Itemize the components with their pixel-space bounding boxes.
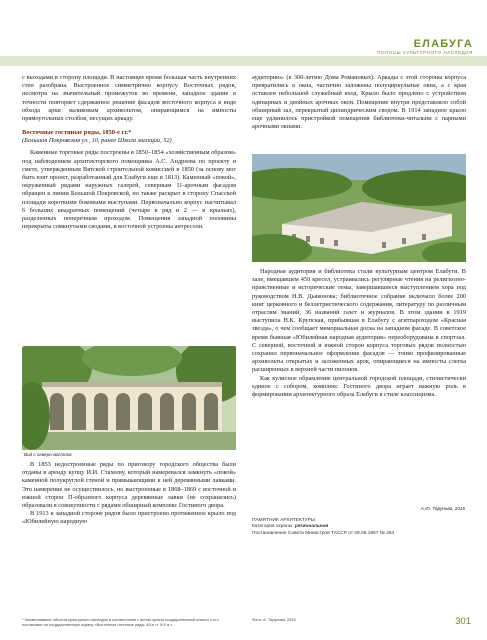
section-subheading: (Большая Покровская ул., 10, ранее Школа милиции, 52) xyxy=(22,137,172,145)
monument-info xyxy=(252,518,394,537)
photo-caption: Вид с северо-востока xyxy=(24,452,72,457)
author-signature: А.Ю. Тарунова, 2015 xyxy=(420,506,465,511)
protection-category-value: региональная xyxy=(294,524,329,530)
left-column-bottom xyxy=(22,461,236,527)
monument-type: ПАМЯТНИК АРХИТЕКТУРЫ xyxy=(252,518,316,523)
page-number: 301 xyxy=(455,616,471,627)
running-subtitle: ПОЛОСЫ КУЛЬТУРНОГО НАСЛЕДИЯ xyxy=(377,50,473,55)
left-column-top xyxy=(22,74,236,231)
paragraph: В 1913 к западной стороне рядов было пристроено протяженное крыло под «Юбилейную народную xyxy=(22,510,236,526)
running-title: ЕЛАБУГА xyxy=(413,38,473,50)
photo-credit: Фото: А. Тарунова, 2015 xyxy=(252,617,296,622)
paragraph: с выходами в сторону площади. В настоящее время большая часть внутренних стен разобрана. Выстроенное симметрично корпусу Восточных рядов, несмотря на значительный промежуток во времени, западное здание в точности повторяет сдержанное решение фасадов восточного корпуса в виде обхода арки валиковым архивольтом, опирающимся на импосты прямоугольных столбов, несущих аркаду. xyxy=(22,74,236,123)
footnote-text: Наименование объекта культурного наследия в соответствии с актом органа государственной власти о его постановке на государственную охрану «Восточные гостиные ряды, 40-е гг. XIX в.». xyxy=(22,617,219,627)
right-column-top xyxy=(252,74,466,131)
paragraph: В 1853 недостроенные ряды по приговору городского общества были отданы в аренду купцу И.И. Стахееву, который намеревался замкнуть «покой» каменной полукруглой стеной и прямыкающими к ней деревянными лавками. Это намерение не осуществилось, но выстроенные в 1868–1869 с восточной и южной сторон П-образного корпуса деревянные лавки (не сохранились) образовали в совокупности с рядами обширный комплекс Гостиного двора. xyxy=(22,461,236,510)
photo-aerial-view xyxy=(252,154,466,262)
paragraph: аудиторию» (в 300-летию Дома Романовых). Аркады с этой стороны корпуса превратились в окна, частично заложены полуциркульные окна, а с края оставлен небольшой служебный вход. Крыло было продлено с устройством одинарных и двойных арочных окон. Помещение внутри представляло собой обширный зал, перекрытый цилиндрическим сводом. В 1914 западное крыло еще удлинилось пристройкой помещения библиотеки-читальни с парными арочными окнами. xyxy=(252,74,466,131)
footnote xyxy=(22,617,232,627)
paragraph: Как кулисное обрамление центральной городской площади, стилистически единое с собором, комплекс Гостиного двора играет важную роль в формировании архитектурного образа Елабуги в стиле классицизма. xyxy=(252,374,466,399)
protection-category-label: Категория охраны: xyxy=(252,524,294,530)
paragraph: Каменные торговые ряды построены в 1850–1854 «хозяйственным образом» под наблюдением архитекторского помощника А.С. Андреева по проекту и смете, утвержденным Вятской строительной комиссией в 1850 (за основу мог быть взят проект, разработанный для Елабуги еще в 1813). Каменный «покой», окруженный рядами наружных галерей, северным 11-арочным фасадом обращен к линии Большой Покровской, но также раскрыт в сторону Спасской площади короткими боковыми выступами. Первоначально корпус насчитывал 6 больших квадратных помещений (четыре в ряд и 2 — в крыльях), разделенных поперечным проходом. Помещения западной половины перекрыты сомкнутыми сводами, в восточной устроены антресоли. xyxy=(22,149,236,231)
paragraph: Народная аудитория и библиотека стали культурным центром Елабуги. В зале, вмещавшем 450 кресел, устраивались регулярные чтения на религиозно-нравственные и исторические темы, завершавшиеся выступлением хора под руководством Н.В. Дьяконова; библиотечное собрание включало более 200 книг церковного и беллетристического содержания, литературу по различным отраслям знаний, 36 названий газет и журналов. В этом здании в 1919 выступила Н.К. Крупская, прибывшая в Елабугу с агитпароходом «Красная звезда», о чем сообщает мемориальная доска на западном фасаде. В советское время бывшая «Юбилейная народная аудитория» переоборудована в спортзал. С северной, восточной и южной сторон корпуса торговых рядов полностью сохранил первоначальное оформление фасадов — тонко профилированные архивольты открытых и заложенных арок, опирающиеся на импосты слегка расширенных в верхней части пилонов. xyxy=(252,268,466,374)
right-column-bottom xyxy=(252,268,466,399)
header-band xyxy=(0,56,487,66)
photo-facade-northeast xyxy=(22,346,236,450)
section-heading: Восточные гостиные ряды, 1850-е гг.* xyxy=(22,129,132,137)
resolution: Постановление Совета Министров ТАССР от 08.06.1987 № 264 xyxy=(252,530,395,536)
asterisk-icon: * xyxy=(22,617,24,622)
